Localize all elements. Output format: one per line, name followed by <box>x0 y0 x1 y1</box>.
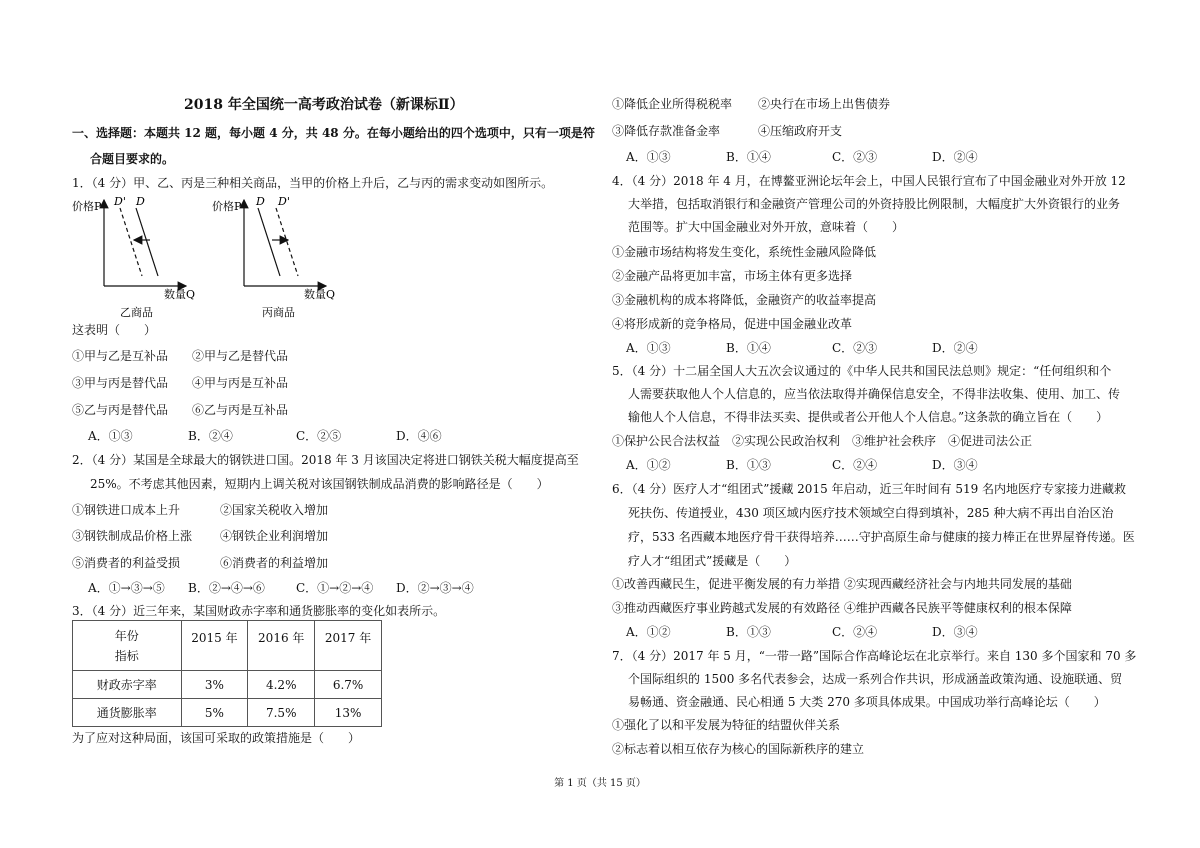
q2-statement-1: ①钢铁进口成本上升 <box>72 503 181 517</box>
q3-option-d: D．②④ <box>932 150 978 164</box>
table-cell: 3% <box>181 671 248 699</box>
q1-statement-4: ④甲与丙是互补品 <box>192 376 289 390</box>
table-header-bottom: 指标 <box>114 648 139 663</box>
right-caption: 丙商品 <box>262 306 295 319</box>
page-footer: 第 1 页（共 15 页） <box>554 778 646 789</box>
q2-statement-6: ⑥消费者的利益增加 <box>220 556 329 570</box>
q4-option-a: A．①③ <box>626 341 671 355</box>
q1-statement-6: ⑥乙与丙是互补品 <box>192 403 289 417</box>
q1-option-b: B．②④ <box>188 429 233 443</box>
q3-statement-1: ①降低企业所得税税率 <box>612 97 733 111</box>
q3-stem: 3．（4 分）近三年来，某国财政赤字率和通货膨胀率的变化如表所示。 <box>72 604 446 618</box>
q1-option-d: D．④⑥ <box>396 429 442 443</box>
q5-stem-1: 5．（4 分）十二届全国人大五次会议通过的《中华人民共和国民法总则》规定：“任何组织和个 <box>612 364 1112 378</box>
q3-statement-4: ④压缩政府开支 <box>758 124 843 138</box>
q7-statement-2: ②标志着以相互依存为核心的国际新秩序的建立 <box>612 742 865 756</box>
table-header-cell <box>73 621 182 671</box>
section-heading-cont: 合题目要求的。 <box>90 152 175 166</box>
table-row <box>73 699 382 727</box>
table-cell: 6.7% <box>315 671 382 699</box>
q2-stem-2: 25%。不考虑其他因素，短期内上调关税对该国钢铁制成品消费的影响路径是（ ） <box>90 477 549 491</box>
table-cell: 7.5% <box>248 699 315 727</box>
q6-option-a: A．①② <box>626 625 671 639</box>
q4-statement-4: ④将形成新的竞争格局，促进中国金融业改革 <box>612 317 853 331</box>
q2-statement-2: ②国家关税收入增加 <box>220 503 329 517</box>
q1-option-c: C．②⑤ <box>296 429 342 443</box>
section-heading: 一、选择题：本题共 12 题，每小题 4 分，共 48 分。在每小题给出的四个选项中，只有一项是符 <box>72 126 595 140</box>
q2-statement-4: ④钢铁企业利润增加 <box>220 529 329 543</box>
q1-statement-5: ⑤乙与丙是替代品 <box>72 403 169 417</box>
q4-stem-2: 大举措，包括取消银行和金融资产管理公司的外资持股比例限制，大幅度扩大外资银行的业务 <box>628 197 1121 211</box>
q4-stem-1: 4．（4 分）2018 年 4 月，在博鳌亚洲论坛年会上，中国人民银行宣布了中国金融业对外开放 12 <box>612 174 1126 188</box>
q1-follow: 这表明（ ） <box>72 323 157 337</box>
q1-option-a: A．①③ <box>88 429 133 443</box>
left-curve1-label: D' <box>114 195 126 208</box>
right-curve-solid <box>258 208 280 276</box>
q5-option-d: D．③④ <box>932 458 978 472</box>
left-ylabel: 价格P <box>72 200 102 213</box>
q3-option-b: B．①④ <box>726 150 771 164</box>
q6-stem-3: 疗，533 名西藏本地医疗骨干获得培养……守护高原生命与健康的接力棒正在世界屋脊传递。医 <box>628 530 1135 544</box>
right-curve2-label: D' <box>278 195 290 208</box>
q6-option-d: D．③④ <box>932 625 978 639</box>
q2-statement-5: ⑤消费者的利益受损 <box>72 556 181 570</box>
q5-statements: ①保护公民合法权益 ②实现公民政治权利 ③维护社会秩序 ④促进司法公正 <box>612 434 1033 448</box>
right-ylabel: 价格P <box>212 200 242 213</box>
left-curve2-label: D <box>136 195 145 208</box>
q5-option-a: A．①② <box>626 458 671 472</box>
q4-option-d: D．②④ <box>932 341 978 355</box>
q7-stem-1: 7．（4 分）2017 年 5 月，“一带一路”国际合作高峰论坛在北京举行。来自 130 多个国家和 70 多 <box>612 649 1137 663</box>
q4-stem-3: 范围等。扩大中国金融业对外开放，意味着（ ） <box>628 220 905 234</box>
left-xlabel: 数量Q <box>164 288 196 301</box>
q4-statement-2: ②金融产品将更加丰富，市场主体有更多选择 <box>612 269 853 283</box>
q3-follow: 为了应对这种局面，该国可采取的政策措施是（ ） <box>72 731 361 745</box>
q1-statement-2: ②甲与乙是替代品 <box>192 349 289 363</box>
q6-statements-2: ③推动西藏医疗事业跨越式发展的有效路径 ④维护西藏各民族平等健康权利的根本保障 <box>612 601 1072 615</box>
left-curve-solid <box>136 208 158 276</box>
table-cell: 4.2% <box>248 671 315 699</box>
q6-option-c: C．②④ <box>832 625 878 639</box>
q7-stem-3: 易畅通、资金融通、民心相通 5 大类 270 多项具体成果。中国成功举行高峰论坛（ ） <box>628 695 1106 709</box>
q1-stem: 1．（4 分）甲、乙、丙是三种相关商品，当甲的价格上升后，乙与丙的需求变动如图所示。 <box>72 176 554 190</box>
right-curve1-label: D <box>256 195 265 208</box>
q2-option-d: D．②→③→④ <box>396 581 474 595</box>
q6-option-b: B．①③ <box>726 625 771 639</box>
q3-table <box>72 620 382 727</box>
q1-demand-graphs <box>72 192 372 320</box>
q5-stem-2: 人需要获取他人个人信息的，应当依法取得并确保信息安全，不得非法收集、使用、加工、传 <box>628 387 1121 401</box>
q4-statement-1: ①金融市场结构将发生变化，系统性金融风险降低 <box>612 245 877 259</box>
q5-stem-3: 输他人个人信息，不得非法买卖、提供或者公开他人个人信息。”这条款的确立旨在（ ） <box>628 410 1109 424</box>
q3-option-c: C．②③ <box>832 150 878 164</box>
q1-statement-1: ①甲与乙是互补品 <box>72 349 169 363</box>
table-year-2017: 2017 年 <box>315 621 382 671</box>
q7-stem-2: 个国际组织的 1500 多名代表参会，达成一系列合作共识，形成涵盖政策沟通、设施联通、贸 <box>628 672 1123 686</box>
q4-option-b: B．①④ <box>726 341 771 355</box>
q2-statement-3: ③钢铁制成品价格上涨 <box>72 529 193 543</box>
q3-option-a: A．①③ <box>626 150 671 164</box>
table-cell: 5% <box>181 699 248 727</box>
left-caption: 乙商品 <box>120 306 153 319</box>
q3-statement-3: ③降低存款准备金率 <box>612 124 721 138</box>
q2-stem-1: 2．（4 分）某国是全球最大的钢铁进口国。2018 年 3 月该国决定将进口钢铁关税大幅度提高至 <box>72 453 579 467</box>
q4-option-c: C．②③ <box>832 341 878 355</box>
q5-option-b: B．①③ <box>726 458 771 472</box>
q6-stem-1: 6．（4 分）医疗人才“组团式”援藏 2015 年启动，近三年时间有 519 名内地医疗专家接力进藏救 <box>612 482 1127 496</box>
right-xlabel: 数量Q <box>304 288 336 301</box>
right-curve-dashed <box>276 208 298 276</box>
q5-option-c: C．②④ <box>832 458 878 472</box>
q4-statement-3: ③金融机构的成本将降低，金融资产的收益率提高 <box>612 293 877 307</box>
q6-stem-2: 死扶伤、传道授业，430 项区域内医疗技术领域空白得到填补，285 种大病不再出自治区治 <box>628 506 1114 520</box>
q2-option-b: B．②→④→⑥ <box>188 581 265 595</box>
page-title: 2018 年全国统一高考政治试卷（新课标Ⅱ） <box>184 97 464 113</box>
table-row-name: 财政赤字率 <box>73 671 182 699</box>
q6-statements-1: ①改善西藏民生，促进平衡发展的有力举措 ②实现西藏经济社会与内地共同发展的基础 <box>612 577 1072 591</box>
table-row-name: 通货膨胀率 <box>73 699 182 727</box>
table-year-2015: 2015 年 <box>181 621 248 671</box>
q1-statement-3: ③甲与丙是替代品 <box>72 376 169 390</box>
table-row <box>73 671 382 699</box>
table-year-2016: 2016 年 <box>248 621 315 671</box>
q7-statement-1: ①强化了以和平发展为特征的结盟伙伴关系 <box>612 718 841 732</box>
q2-option-a: A．①→③→⑤ <box>88 581 165 595</box>
table-cell: 13% <box>315 699 382 727</box>
table-header-top: 年份 <box>114 628 139 643</box>
q2-option-c: C．①→②→④ <box>296 581 374 595</box>
q3-statement-2: ②央行在市场上出售债券 <box>758 97 891 111</box>
q6-stem-4: 疗人才“组团式”援藏是（ ） <box>628 554 797 568</box>
